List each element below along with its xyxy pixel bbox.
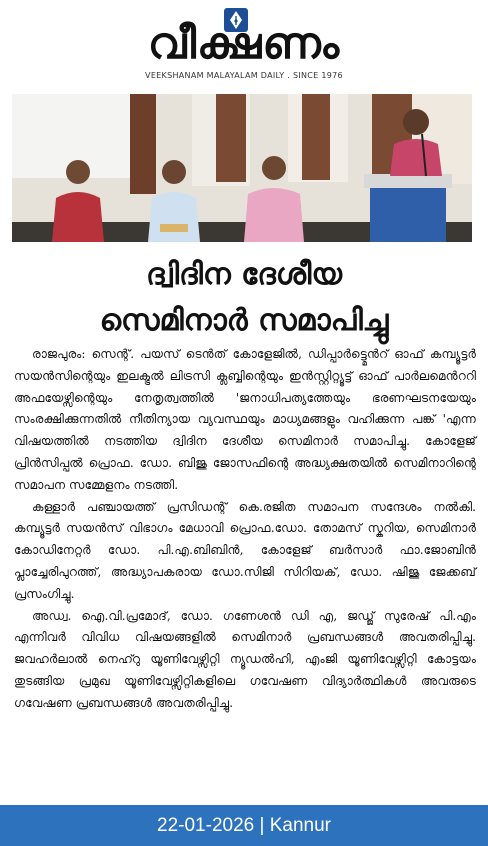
newspaper-name: വീക്ഷണം bbox=[147, 18, 341, 69]
article-paragraph-3: അഡ്വ. ഐ.വി.പ്രമോദ്, ഡോ. ഗണേശൻ ഡി എ, ജഡ്ജ് സുരേഷ് പി.എം എന്നിവർ വിവിധ വിഷയങ്ങളിൽ സെമിനാർ പ്രബന്ധങ്ങൾ അവതരിപ്പിച്ചു. ജവഹർലാൽ നെഹ്റു യൂണിവേഴ്സിറ്റി ന്യൂഡൽഹി, എംജി യൂണിവേഴ്സിറ്റി കോട്ടയം തുടങ്ങിയ പ്രമുഖ യൂണിവേഴ്സിറ്റികളിലെ ഗവേഷണ വിദ്യാർത്ഥികൾ അവരുടെ ഗവേഷണ പ്രബന്ധങ്ങൾ അവതരിപ്പിച്ചു. bbox=[14, 608, 476, 710]
headline bbox=[0, 252, 488, 344]
article-body bbox=[14, 344, 476, 715]
article-paragraph-1: രാജപുരം: സെന്റ്. പയസ് ടെൻത് കോളേജിൽ, ഡിപ്പാർട്ട്മെൻറ് ഓഫ് കമ്പ്യൂട്ടർ സയൻസിന്റെയും ഇലക്ട്രൽ ലിട്രസി ക്ലബ്ബിന്റെയും ഇൻസ്റ്റിറ്റ്യൂട്ട് ഓഫ് പാർലമെൻററി അഫയേഴ്സിന്റെയും നേതൃത്വത്തിൽ 'ജനാധിപത്യത്തേയും ഭരണഘടനയേയും സംരക്ഷിക്കുന്നതിൽ നീതിന്യായ വ്യവസ്ഥയും മാധ്യമങ്ങളും വഹിക്കുന്ന പങ്ക് 'എന്ന വിഷയത്തിൽ നടത്തിയ ദ്വിദിന ദേശീയ സെമിനാർ സമാപിച്ചു. കോളേജ് പ്രിൻസിപ്പൽ പ്രൊഫ. ഡോ. ബിജു ജോസഫിന്റെ അദ്ധ്യക്ഷതയിൽ സെമിനാറിന്റെ സമാപന സമ്മേളനം നടത്തി. bbox=[14, 347, 476, 492]
seminar-photo bbox=[12, 94, 472, 242]
seminar-photo-illustration bbox=[12, 94, 472, 242]
headline-line-1: ദ്വിദിന ദേശീയ bbox=[145, 257, 343, 292]
newspaper-tagline: VEEKSHANAM MALAYALAM DAILY . SINCE 1976 bbox=[145, 71, 343, 80]
article-paragraph-2: കള്ളാർ പഞ്ചായത്ത് പ്രസിഡന്റ് കെ.രജിത സമാപന സന്ദേശം നൽകി. കമ്പ്യൂട്ടർ സയൻസ് വിഭാഗം മേധാവി പ്രൊഫ.ഡോ. തോമസ് സ്കറിയ, സെമിനാർ കോഡിനേറ്റർ ഡോ. പി.എ.ബിബിൻ, കോളേജ് ബർസാർ ഫാ.ജോബിൻ പ്ലാച്ചേരിപുറത്ത്, അദ്ധ്യാപകരായ ഡോ.സിജി സിറിയക്, ഡോ. ഷിജു ജേക്കബ് പ്രസംഗിച്ചു. bbox=[14, 499, 476, 601]
masthead bbox=[0, 0, 488, 88]
dateline-text: 22-01-2026 | Kannur bbox=[157, 815, 331, 836]
dateline-footer bbox=[0, 805, 488, 846]
headline-line-2: സെമിനാർ സമാപിച്ചു bbox=[99, 303, 389, 338]
